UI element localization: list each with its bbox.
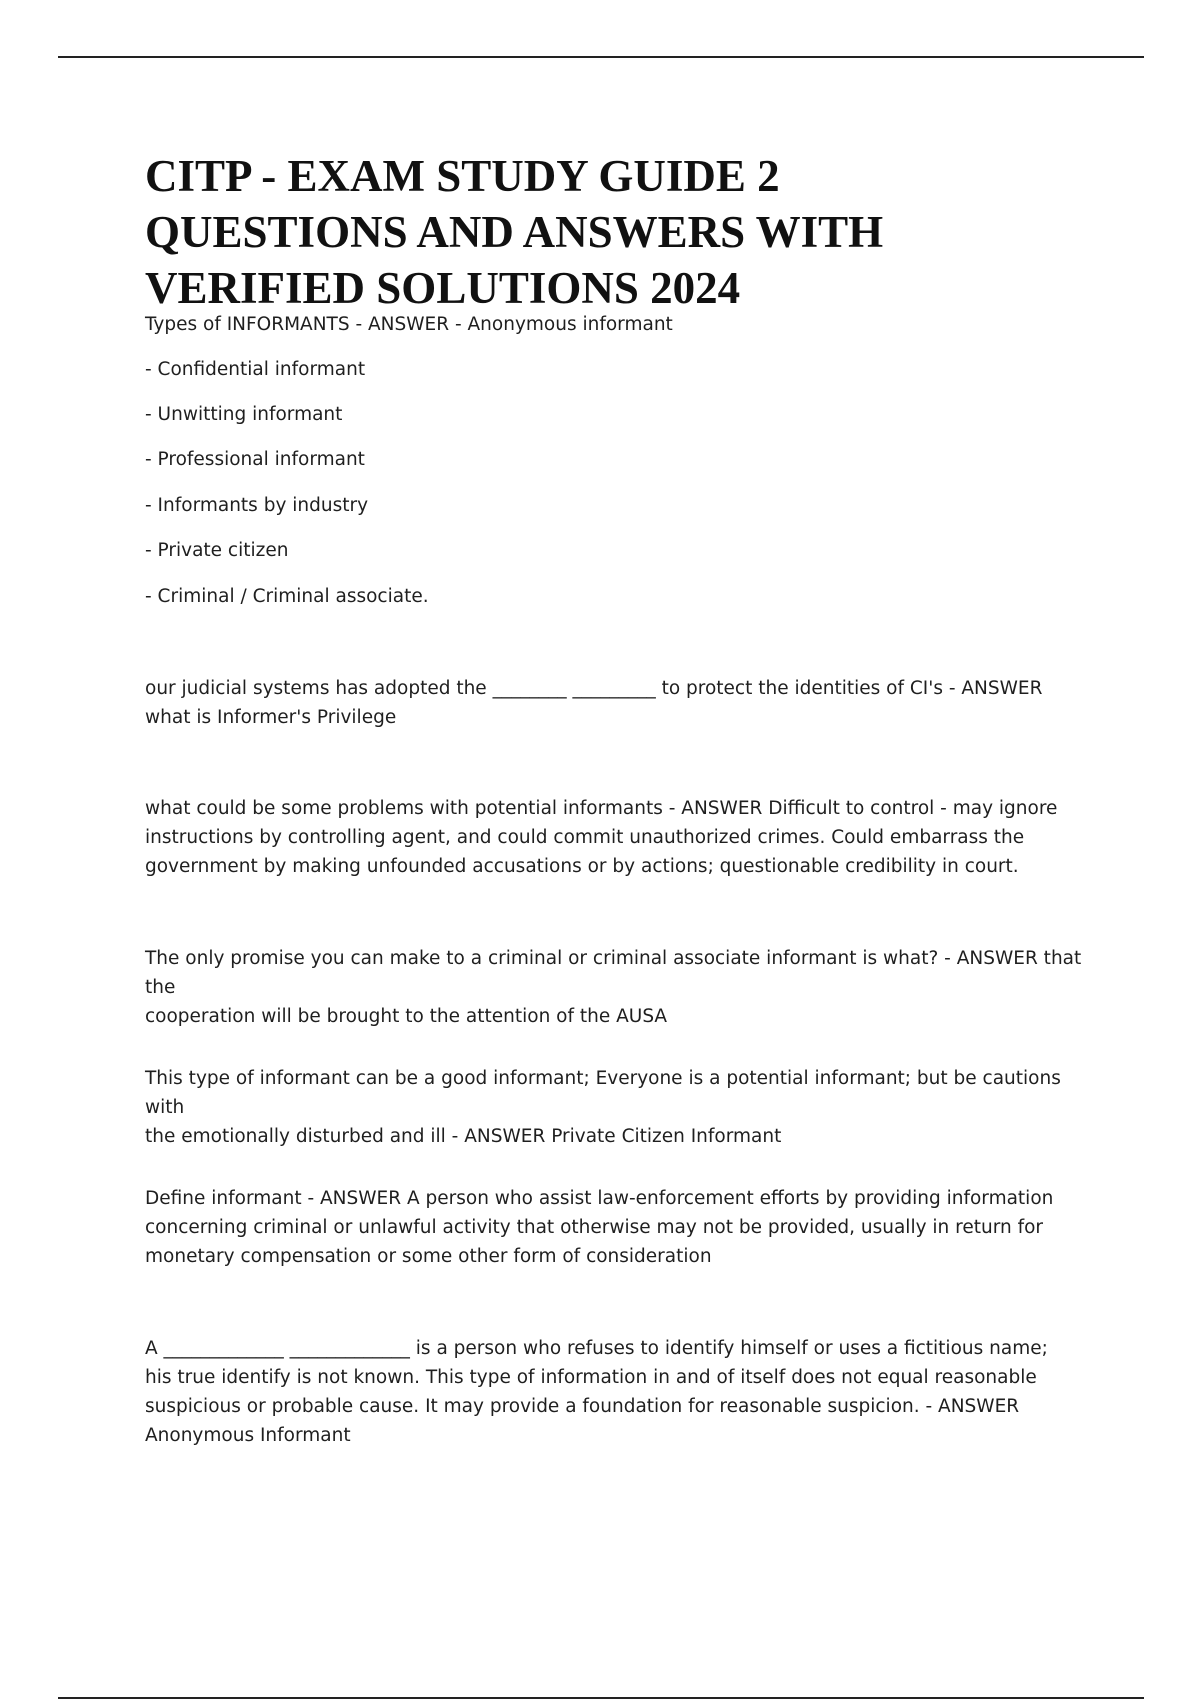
informant-type-item: - Informants by industry	[145, 495, 369, 516]
qa-line: instructions by controlling agent, and could commit unauthorized crimes. Could embarrass the	[145, 827, 1025, 848]
informant-type-item: - Professional informant	[145, 449, 365, 470]
qa-line: our judicial systems has adopted the ________ _________ to protect the identities of CI's - ANSWER	[145, 678, 1043, 699]
qa-line: suspicious or probable cause. It may provide a foundation for reasonable suspicion. - ANSWER	[145, 1396, 1020, 1417]
qa-line: The only promise you can make to a criminal or criminal associate informant is what? - ANSWER that the	[145, 948, 1082, 998]
informant-type-item: - Unwitting informant	[145, 404, 343, 425]
qa-line: Anonymous Informant	[145, 1425, 351, 1446]
qa-line: what is Informer's Privilege	[145, 707, 397, 728]
qa-line: the emotionally disturbed and ill - ANSWER Private Citizen Informant	[145, 1126, 782, 1147]
qa-block-only-promise	[145, 944, 1085, 1031]
title-line-3: VERIFIED SOLUTIONS 2024	[145, 263, 741, 313]
title-line-2: QUESTIONS AND ANSWERS WITH	[145, 207, 884, 257]
informant-type-item: - Confidential informant	[145, 359, 366, 380]
qa-line: A _____________ _____________ is a person who refuses to identify himself or uses a fictitious name;	[145, 1338, 1048, 1359]
qa-line: his true identify is not known. This type of information in and of itself does not equal reasonable	[145, 1367, 1037, 1388]
qa-line: cooperation will be brought to the attention of the AUSA	[145, 1006, 668, 1027]
qa-line: government by making unfounded accusations or by actions; questionable credibility in court.	[145, 856, 1019, 877]
top-rule	[58, 56, 1144, 58]
qa-block-anonymous-informant	[145, 1334, 1085, 1450]
bottom-rule	[58, 1697, 1144, 1699]
informant-type-item: - Criminal / Criminal associate.	[145, 586, 429, 607]
qa-block-informers-privilege	[145, 674, 1085, 732]
informant-types-question: Types of INFORMANTS - ANSWER - Anonymous informant	[145, 314, 673, 335]
qa-line: concerning criminal or unlawful activity that otherwise may not be provided, usually in return for	[145, 1217, 1044, 1238]
qa-line: This type of informant can be a good informant; Everyone is a potential informant; but be cautions with	[145, 1068, 1061, 1118]
document-title	[145, 148, 1105, 316]
qa-line: Define informant - ANSWER A person who assist law-enforcement efforts by providing information	[145, 1188, 1054, 1209]
qa-line: what could be some problems with potential informants - ANSWER Difficult to control - may ignore	[145, 798, 1058, 819]
informant-type-item: - Private citizen	[145, 540, 289, 561]
qa-block-informant-problems	[145, 794, 1085, 881]
qa-line: monetary compensation or some other form of consideration	[145, 1246, 712, 1267]
qa-block-define-informant	[145, 1184, 1085, 1271]
title-line-1: CITP - EXAM STUDY GUIDE 2	[145, 151, 780, 201]
qa-block-private-citizen	[145, 1064, 1085, 1151]
